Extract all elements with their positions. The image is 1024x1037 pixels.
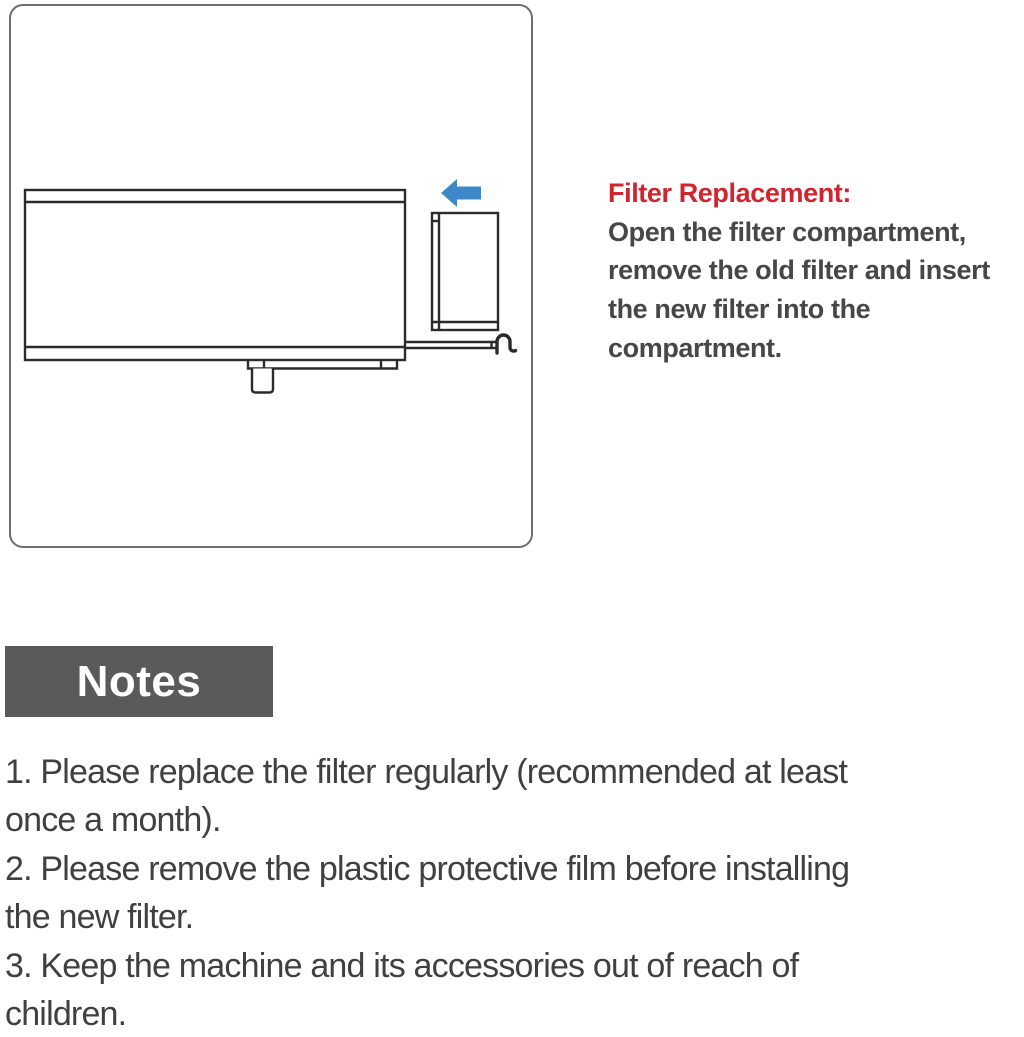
note-line: 2. Please remove the plastic protective film before installing	[5, 849, 850, 888]
note-line: once a month).	[5, 801, 221, 840]
filter-replacement-diagram	[0, 0, 545, 560]
machine-foot	[252, 369, 273, 393]
filter-replacement-section	[608, 174, 1024, 368]
notes-header	[5, 646, 273, 717]
filter-replacement-heading: Filter Replacement:	[608, 178, 851, 208]
note-line: 1. Please replace the filter regularly (recommended at least	[5, 753, 848, 791]
filter-cartridge	[432, 213, 498, 330]
filter-replacement-text-line: the new filter into the	[608, 294, 871, 325]
note-line: the new filter.	[5, 898, 194, 937]
notes-list	[5, 748, 1021, 1037]
notes-header-label: Notes	[76, 656, 202, 706]
filter-replacement-text-line: Open the filter compartment,	[608, 216, 966, 247]
filter-replacement-text-line: remove the old filter and insert	[608, 255, 990, 286]
filter-replacement-text-line: compartment.	[608, 332, 782, 363]
filter-cartridge-body	[432, 213, 498, 330]
note-line: children.	[5, 995, 127, 1034]
note-line: 3. Keep the machine and its accessories out of reach of	[5, 946, 799, 985]
machine-body	[25, 190, 405, 360]
